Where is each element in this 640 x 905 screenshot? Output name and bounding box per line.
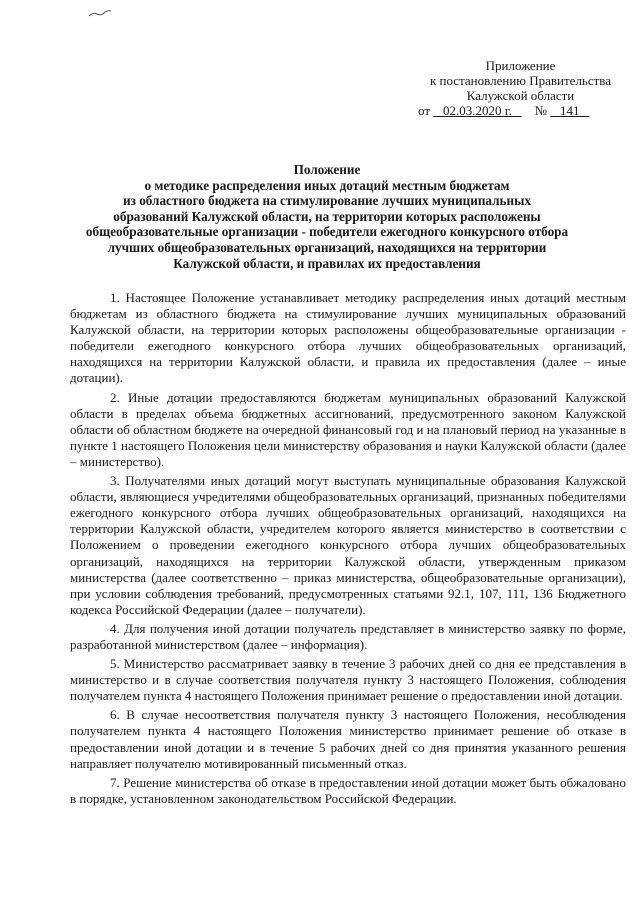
paragraph-4: 4. Для получения иной дотации получатель представляет в министерство заявку по форме, разработанной министерством (далее – информация). <box>70 620 626 652</box>
appendix-region-line: Калужской области <box>466 88 575 103</box>
title-line: Положение <box>293 162 361 177</box>
paragraph-3: 3. Получателями иных дотаций могут выступать муниципальные образования Калужской области, являющиеся учредителями общеобразовательных организаций, признанных победителями ежегодного конкурсного отбора лучших общеобразовательных организаций, находящихся на территории Калужской области, учредителем которого является министерство в соответствии с Положением о проведении ежегодного конкурсного отбора лучших общеобразовательных организаций, находящихся на территории Калужской области, утвержденным приказом министерства (далее соответственно – приказ министерства, общеобразовательные организации), при условии соблюдения требований, предусмотренных статьями 92.1, 107, 111, 136 Бюджетного кодекса Российской Федерации (далее – получатели). <box>70 473 626 617</box>
appendix-decree-line: к постановлению Правительства <box>429 73 612 88</box>
paragraph-7: 7. Решение министерства об отказе в предоставлении иной дотации может быть обжаловано в порядке, установленном законодательством Российской Федерации. <box>70 774 626 806</box>
document-body <box>70 290 626 810</box>
scan-artifact-mark <box>88 10 112 18</box>
paragraph-1: 1. Настоящее Положение устанавливает методику распределения иных дотаций местным бюджетам из областного бюджета на стимулирование лучших муниципальных образований Калужской области, на территории которых расположены общеобразовательные организации - победители ежегодного конкурсного отбора лучших общеобразовательных организаций, находящихся на территории Калужской области, и правила их предоставления (далее – иные дотации). <box>70 290 626 386</box>
paragraph-5: 5. Министерство рассматривает заявку в течение 3 рабочих дней со дня ее представления в министерство и в случае соответствия получателя пункту 3 настоящего Положения, соблюдения получателем пункта 4 настоящего Положения принимает решение о предоставлении иной дотации. <box>70 656 626 704</box>
appendix-label: Приложение <box>485 58 556 73</box>
decree-number: 141 <box>560 103 580 118</box>
title-line: общеобразовательные организации - победители ежегодного конкурсного отбора <box>85 224 569 240</box>
appendix-date-line <box>418 103 623 118</box>
paragraph-2: 2. Иные дотации предоставляются бюджетам муниципальных образований Калужской области в пределах объема бюджетных ассигнований, предусмотренного законом Калужской области об областном бюджете на очередной финансовый год и на плановый период на указанные в пункте 1 настоящего Положения цели министерству образования и науки Калужской области (далее – министерство). <box>70 389 626 469</box>
from-label: от <box>418 103 431 118</box>
decree-date: 02.03.2020 г. <box>443 103 512 118</box>
title-line: из областного бюджета на стимулирование лучших муниципальных <box>123 193 531 209</box>
number-label: № <box>534 103 548 118</box>
title-line: Калужской области, и правилах их предоставления <box>173 255 481 271</box>
appendix-header <box>418 58 623 118</box>
document-title <box>82 162 572 271</box>
title-line: лучших общеобразовательных организаций, находящихся на территории <box>107 239 547 255</box>
paragraph-6: 6. В случае несоответствия получателя пункту 3 настоящего Положения, несоблюдения получателем пункта 4 настоящего Положения министерство принимает решение об отказе в предоставлении иной дотации и в течение 5 рабочих дней со дня принятия указанного решения направляет получателю мотивированный письменный отказ. <box>70 707 626 771</box>
title-line: образований Калужской области, на территории которых расположены <box>113 208 541 224</box>
title-line: о методике распределения иных дотаций местным бюджетам <box>144 177 510 193</box>
